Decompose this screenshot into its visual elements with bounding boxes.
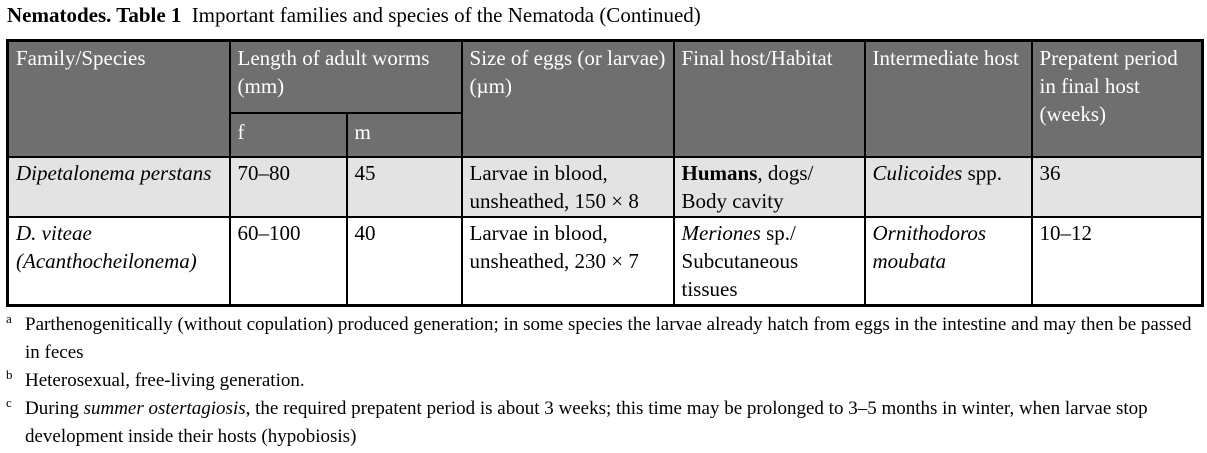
cell-species: D. viteae (Acanthocheilonema)	[8, 217, 230, 306]
table-caption	[7, 3, 701, 28]
footnote-text: Parthenogenitically (without copulation) produced generation; in some species the larvae already hatch from eggs in the intestine and may then be passed in feces	[25, 314, 1192, 363]
header-egg-size: Size of eggs (or larvae) (µm)	[462, 41, 674, 158]
nematoda-table	[6, 39, 1204, 307]
footnote-text-end: , the required prepatent period is about 3 weeks; this time may be prolonged to 3–5 months in winter, when larvae stop development inside their hosts (hypobiosis)	[25, 398, 1148, 447]
header-male: m	[347, 113, 462, 157]
host-text: sp./ Subcutaneous tissues	[681, 221, 799, 301]
cell-length-male: 40	[347, 217, 462, 306]
host-genus: Meriones	[681, 221, 761, 245]
cell-length-female: 70–80	[230, 157, 347, 217]
footnotes	[6, 311, 1202, 451]
footnote-a	[6, 311, 1202, 367]
intermediate-genus: Culicoides	[872, 161, 963, 185]
footnote-term: summer ostertagiosis	[83, 398, 246, 419]
cell-species: Dipetalonema perstans	[8, 157, 230, 217]
cell-egg-size: Larvae in blood, unsheathed, 230 × 7	[462, 217, 674, 306]
footnote-c	[6, 395, 1202, 451]
table-row	[8, 157, 1203, 217]
header-family-species: Family/Species	[8, 41, 230, 158]
cell-intermediate-host: Ornithodoros moubata	[865, 217, 1032, 306]
header-prepatent-period: Prepatent period in final host (weeks)	[1032, 41, 1203, 158]
host-text: , dogs/ Body cavity	[681, 161, 814, 213]
caption-title: Important families and species of the Nematoda	[191, 3, 595, 27]
cell-prepatent: 36	[1032, 157, 1203, 217]
cell-final-host	[674, 157, 865, 217]
intermediate-text: spp.	[962, 161, 1003, 185]
caption-continued: (Continued)	[599, 3, 701, 27]
header-intermediate-host: Intermediate host	[865, 41, 1032, 158]
caption-lead: Nematodes. Table 1	[7, 3, 182, 27]
cell-length-female: 60–100	[230, 217, 347, 306]
cell-egg-size: Larvae in blood, unsheathed, 150 × 8	[462, 157, 674, 217]
cell-final-host	[674, 217, 865, 306]
footnote-text-start: During	[25, 398, 84, 419]
cell-length-male: 45	[347, 157, 462, 217]
footnote-mark: b	[6, 367, 13, 382]
header-length: Length of adult worms (mm)	[230, 41, 462, 114]
host-emphasis: Humans	[681, 161, 758, 185]
footnote-text: Heterosexual, free-living generation.	[25, 370, 305, 391]
footnote-mark: c	[6, 395, 12, 410]
header-female: f	[230, 113, 347, 157]
footnote-b	[6, 367, 1202, 395]
cell-intermediate-host	[865, 157, 1032, 217]
table-row	[8, 217, 1203, 306]
header-final-host: Final host/Habitat	[674, 41, 865, 158]
footnote-mark: a	[6, 311, 12, 326]
cell-prepatent: 10–12	[1032, 217, 1203, 306]
